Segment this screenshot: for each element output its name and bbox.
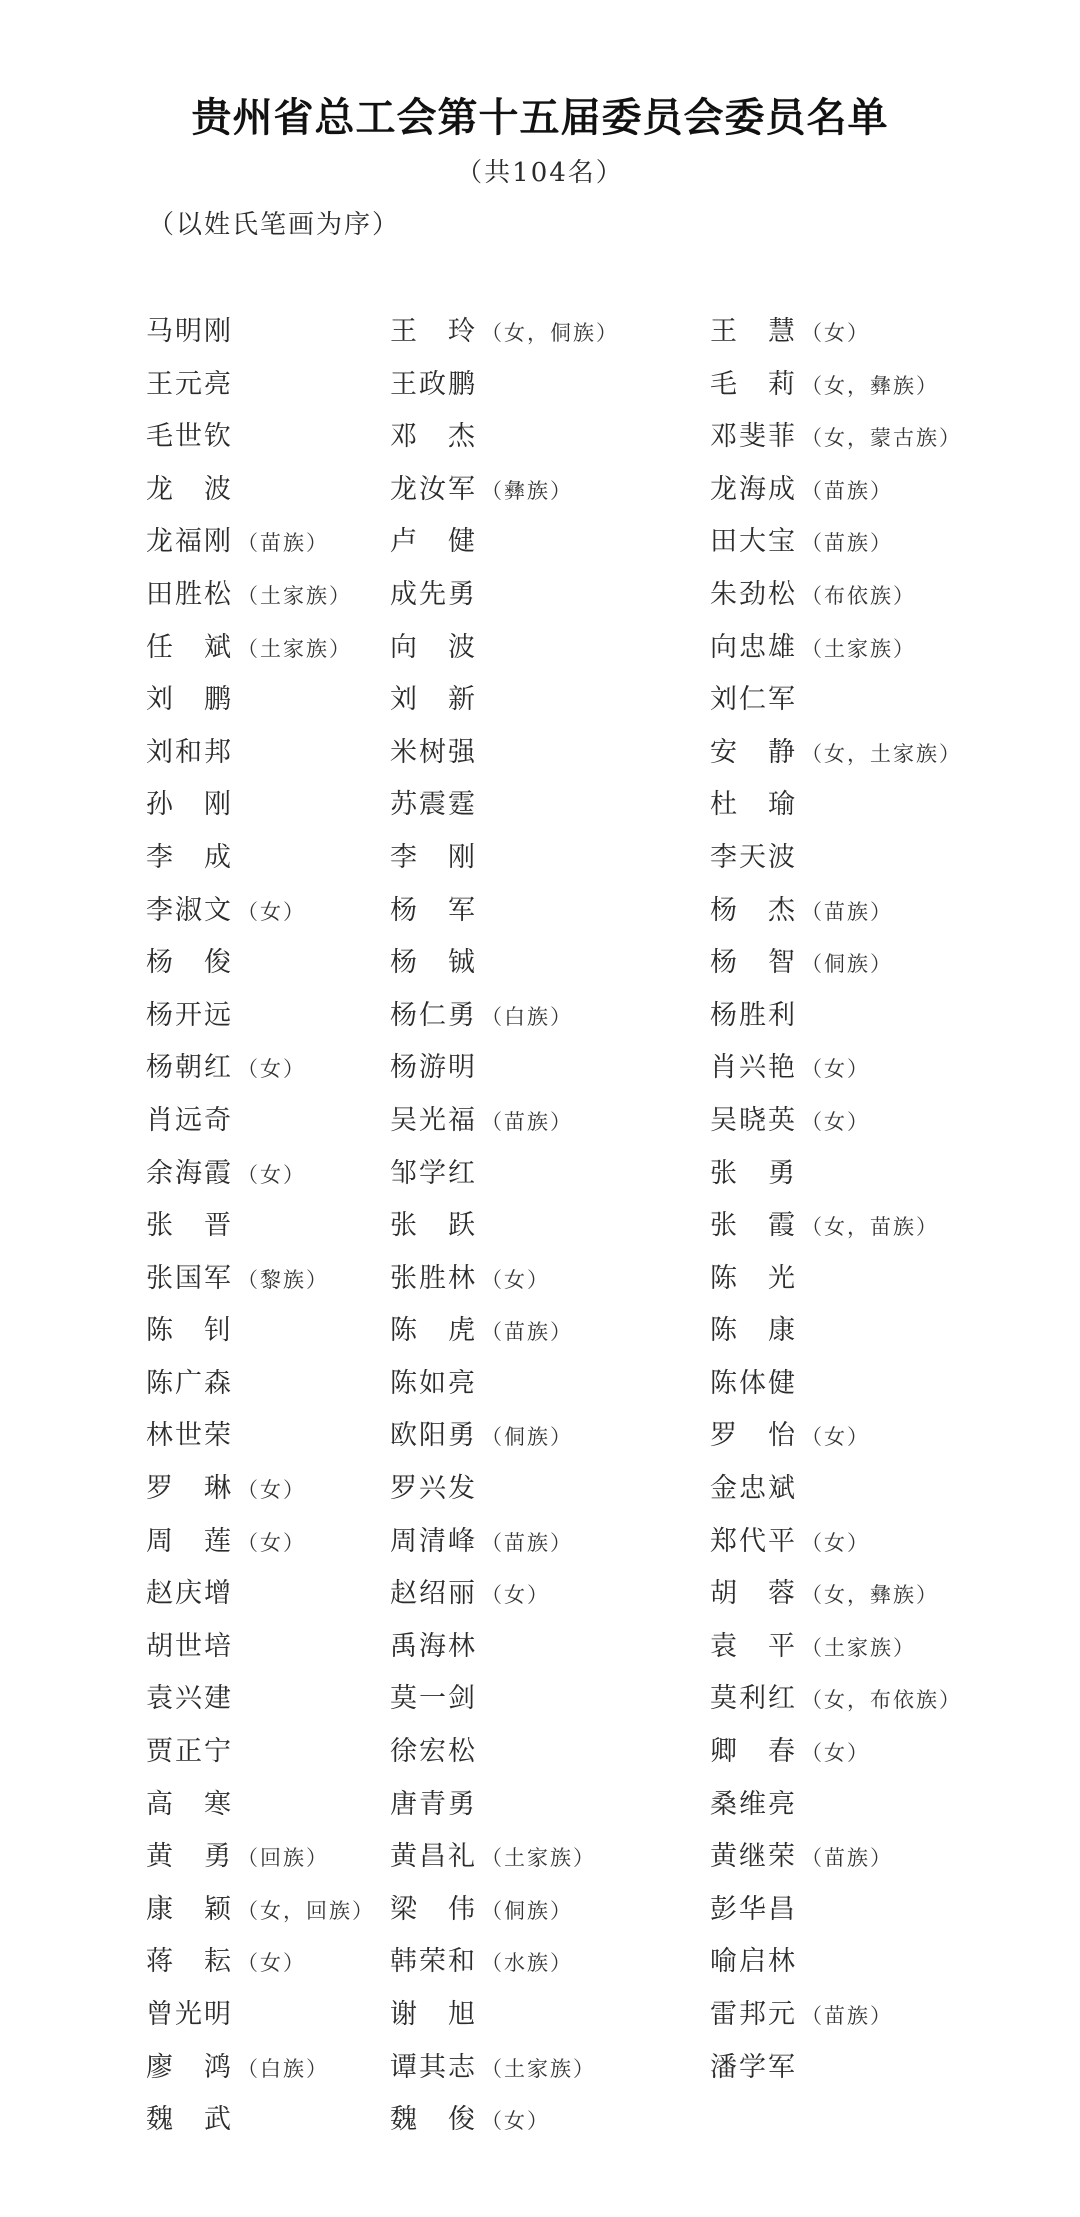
member-name: 张 勇 [710,1157,797,1189]
member-entry [710,1779,797,1831]
member-entry [710,1463,797,1515]
member-entry [710,1305,797,1357]
member-name: 张国军 [146,1262,233,1294]
member-name: 罗兴发 [390,1473,477,1505]
member-note: （女，回族） [237,1898,375,1923]
member-entry [710,1358,797,1410]
member-note: （女） [801,1530,870,1555]
member-note: （女） [237,1478,306,1503]
member-row [0,1831,1080,1884]
member-note: （女，蒙古族） [801,426,962,451]
member-entry [390,674,477,726]
member-row [0,832,1080,885]
member-entry [146,1568,233,1620]
member-entry [390,1884,573,1937]
member-name: 莫利红 [710,1683,797,1715]
member-entry [710,1884,797,1936]
member-entry [146,1989,233,2041]
member-entry [390,2094,550,2147]
member-name: 刘和邦 [146,736,233,768]
member-entry [710,464,893,517]
member-entry [146,1042,306,1095]
member-entry [710,1673,962,1726]
member-note: （水族） [481,1951,573,1976]
member-name: 曾光明 [146,1999,233,2030]
member-note: （黎族） [237,1267,329,1292]
member-entry [146,727,233,779]
member-name: 邓 杰 [390,421,477,453]
member-row [0,727,1080,780]
member-entry [390,779,477,831]
member-name: 谭其志 [390,2051,477,2083]
member-count: （共104名） [456,158,624,188]
member-row [0,1621,1080,1674]
member-name: 王 慧 [710,316,797,347]
member-entry [710,1042,870,1095]
member-row [0,464,1080,517]
member-row [0,1358,1080,1411]
member-entry [146,516,329,569]
member-note: （白族） [237,2056,329,2081]
member-entry [710,569,916,622]
member-name: 卿 春 [710,1736,797,1768]
member-name: 肖兴艳 [710,1052,797,1084]
member-entry [390,1358,477,1410]
member-name: 陈 钊 [146,1315,233,1347]
member-name: 潘学军 [710,2051,797,2083]
member-name: 余海霞 [146,1157,233,1189]
member-entry [390,1936,573,1989]
member-entry [710,832,797,884]
member-name: 袁兴建 [146,1683,233,1715]
member-name: 杨 军 [390,894,477,926]
member-row [0,937,1080,990]
member-name: 马明刚 [146,316,233,347]
member-row [0,569,1080,622]
member-row [0,1726,1080,1779]
member-entry [710,885,893,938]
member-row [0,1673,1080,1726]
member-entry [390,1779,477,1831]
member-entry [390,464,573,517]
member-note: （侗族） [481,1425,573,1450]
member-name: 桑维亮 [710,1788,797,1820]
member-name: 杜 瑜 [710,789,797,821]
member-name: 周清峰 [390,1525,477,1557]
member-row [0,359,1080,412]
member-name: 魏 武 [146,2104,233,2136]
member-entry [390,1253,550,1306]
member-entry [390,1621,477,1673]
member-name: 毛 莉 [710,368,797,400]
member-name: 王 玲 [390,316,477,347]
member-note: （苗族） [481,1320,573,1345]
member-row [0,306,1080,359]
member-entry [146,622,352,675]
member-row [0,1779,1080,1832]
member-name: 杨朝红 [146,1052,233,1084]
member-name: 张胜林 [390,1262,477,1294]
member-note: （女） [801,1741,870,1766]
member-entry [710,1148,797,1200]
member-row [0,1884,1080,1937]
member-name: 喻启林 [710,1946,797,1978]
member-name: 徐宏松 [390,1736,477,1768]
member-row [0,674,1080,727]
member-name: 胡 蓉 [710,1578,797,1610]
member-row [0,885,1080,938]
member-note: （土家族） [801,1635,916,1660]
member-entry [390,1726,477,1778]
member-name: 欧阳勇 [390,1420,477,1452]
member-name: 龙福刚 [146,526,233,558]
member-entry [146,1936,306,1989]
member-name: 刘 新 [390,684,477,716]
member-entry [710,1200,939,1253]
member-entry [390,569,477,621]
member-entry [146,1200,233,1252]
member-name: 陈 虎 [390,1315,477,1347]
member-entry [390,1568,550,1621]
member-note: （土家族） [481,2056,596,2081]
member-entry [146,1463,306,1516]
member-name: 黄昌礼 [390,1841,477,1873]
member-entry [146,1779,233,1831]
member-note: （苗族） [237,531,329,556]
member-entry [710,990,797,1042]
member-entry [710,2042,797,2094]
member-name: 田大宝 [710,526,797,558]
member-row [0,1253,1080,1306]
member-name: 唐青勇 [390,1788,477,1820]
member-name: 廖 鸿 [146,2051,233,2083]
member-entry [710,1831,893,1884]
member-entry [146,359,233,411]
member-entry [390,832,477,884]
member-name: 孙 刚 [146,789,233,821]
member-entry [710,1568,939,1621]
member-entry [390,1673,477,1725]
member-entry [710,1095,870,1148]
member-name: 龙海成 [710,473,797,505]
member-entry [710,1726,870,1779]
member-entry [146,1726,233,1778]
member-note: （土家族） [237,636,352,661]
member-name: 张 霞 [710,1210,797,1242]
member-row [0,622,1080,675]
member-note: （苗族） [801,1846,893,1871]
member-note: （女，彝族） [801,373,939,398]
member-note: （土家族） [801,636,916,661]
member-row [0,1148,1080,1201]
member-name: 杨仁勇 [390,999,477,1031]
member-name: 罗 怡 [710,1420,797,1452]
member-name: 向 波 [390,631,477,663]
member-entry [710,1516,870,1569]
member-row [0,1200,1080,1253]
member-entry [390,885,477,937]
member-note: （女，布依族） [801,1688,962,1713]
member-entry [146,674,233,726]
member-entry [390,1148,477,1200]
member-name: 向忠雄 [710,631,797,663]
member-row [0,1989,1080,2042]
member-entry [146,2094,233,2146]
member-entry [146,1253,329,1306]
member-row [0,779,1080,832]
member-entry [710,1410,870,1463]
member-name: 苏震霆 [390,789,477,821]
member-name: 邓斐菲 [710,421,797,453]
member-row [0,1463,1080,1516]
member-entry [390,727,477,779]
member-name: 谢 旭 [390,1999,477,2030]
member-row [0,2094,1080,2147]
order-note: （以姓氏笔画为序） [148,210,401,240]
member-entry [146,306,233,358]
member-name: 罗 琳 [146,1473,233,1505]
member-entry [146,411,233,463]
member-name: 吴光福 [390,1104,477,1136]
member-name: 杨开远 [146,999,233,1031]
member-name: 赵绍丽 [390,1578,477,1610]
member-entry [146,1516,306,1569]
member-name: 陈广森 [146,1367,233,1399]
member-note: （回族） [237,1846,329,1871]
member-entry [146,1831,329,1884]
member-note: （女，苗族） [801,1215,939,1240]
member-note: （彝族） [481,478,573,503]
member-entry [710,727,962,780]
member-note: （苗族） [801,478,893,503]
member-name: 刘 鹏 [146,684,233,716]
member-entry [146,464,233,516]
member-note: （女） [801,1425,870,1450]
member-note: （布依族） [801,583,916,608]
member-name: 刘仁军 [710,684,797,716]
member-entry [146,1621,233,1673]
member-name: 陈如亮 [390,1367,477,1399]
member-note: （女） [237,1057,306,1082]
member-entry [710,674,797,726]
member-name: 贾正宁 [146,1736,233,1768]
member-entry [146,1884,375,1937]
member-name: 梁 伟 [390,1893,477,1925]
member-entry [146,1358,233,1410]
member-name: 田胜松 [146,578,233,610]
member-name: 杨游明 [390,1052,477,1084]
member-name: 高 寒 [146,1788,233,1820]
member-note: （苗族） [801,2004,893,2028]
member-entry [390,1463,477,1515]
member-name: 安 静 [710,736,797,768]
member-note: （苗族） [481,1109,573,1134]
member-entry [390,1831,596,1884]
member-entry [390,1095,573,1148]
member-note: （侗族） [801,952,893,977]
member-note: （白族） [481,1004,573,1029]
member-entry [146,885,306,938]
member-note: （女） [237,1162,306,1187]
member-name: 毛世钦 [146,421,233,453]
member-name: 李 成 [146,841,233,873]
member-entry [390,1042,477,1094]
member-row [0,1410,1080,1463]
member-note: （女，土家族） [801,741,962,766]
member-name: 金忠斌 [710,1473,797,1505]
member-entry [390,937,477,989]
member-row [0,411,1080,464]
member-entry [146,937,233,989]
member-entry [390,1410,573,1463]
member-name: 米树强 [390,736,477,768]
member-name: 杨 铖 [390,947,477,979]
member-row [0,1095,1080,1148]
member-name: 王政鹏 [390,368,477,400]
member-note: （女） [481,2109,550,2134]
member-entry [146,2042,329,2095]
member-entry [710,516,893,569]
member-note: （土家族） [481,1846,596,1871]
member-name: 李淑文 [146,894,233,926]
member-entry [146,569,352,622]
member-note: （苗族） [801,899,893,924]
member-note: （女） [237,899,306,924]
member-name: 韩荣和 [390,1946,477,1978]
member-name: 龙 波 [146,473,233,505]
member-entry [390,2042,596,2095]
member-entry [710,1989,893,2042]
member-entry [710,306,870,359]
member-name: 吴晓英 [710,1104,797,1136]
member-name: 杨胜利 [710,999,797,1031]
member-row [0,2042,1080,2095]
member-name: 胡世培 [146,1630,233,1662]
member-name: 卢 健 [390,526,477,558]
member-entry [390,359,477,411]
member-entry [146,779,233,831]
member-name: 魏 俊 [390,2104,477,2136]
member-entry [390,306,619,359]
member-entry [710,411,962,464]
member-name: 禹海林 [390,1630,477,1662]
member-name: 王元亮 [146,368,233,400]
member-row [0,1305,1080,1358]
member-list [0,306,1080,2147]
member-entry [390,1305,573,1358]
member-name: 肖远奇 [146,1104,233,1136]
member-entry [390,1200,477,1252]
member-note: （女） [801,1057,870,1082]
member-entry [710,937,893,990]
member-entry [146,1410,233,1462]
document-title: 贵州省总工会第十五届委员会委员名单 [191,94,889,141]
member-row [0,1936,1080,1989]
member-name: 陈 光 [710,1262,797,1294]
member-name: 李天波 [710,841,797,873]
member-row [0,1042,1080,1095]
member-note: （女） [801,321,870,345]
member-note: （女，侗族） [481,321,619,345]
member-name: 朱劲松 [710,578,797,610]
member-name: 杨 俊 [146,947,233,979]
member-note: （女） [801,1109,870,1134]
member-entry [390,990,573,1043]
member-entry [390,411,477,463]
member-name: 邹学红 [390,1157,477,1189]
member-entry [710,622,916,675]
member-entry [710,779,797,831]
member-name: 周 莲 [146,1525,233,1557]
member-entry [146,1148,306,1201]
member-entry [390,622,477,674]
member-entry [710,1936,797,1988]
member-name: 陈体健 [710,1367,797,1399]
member-entry [390,1989,477,2041]
member-name: 黄继荣 [710,1841,797,1873]
member-row [0,1568,1080,1621]
member-entry [146,1305,233,1357]
member-entry [710,1621,916,1674]
member-name: 杨 智 [710,947,797,979]
member-name: 张 跃 [390,1210,477,1242]
member-name: 陈 康 [710,1315,797,1347]
member-note: （土家族） [237,583,352,608]
member-note: （女） [481,1583,550,1608]
member-note: （苗族） [481,1530,573,1555]
member-name: 杨 杰 [710,894,797,926]
member-entry [146,1095,233,1147]
member-name: 赵庆增 [146,1578,233,1610]
member-name: 雷邦元 [710,1999,797,2030]
member-row [0,990,1080,1043]
member-note: （女） [237,1530,306,1555]
member-entry [390,516,477,568]
member-entry [146,1673,233,1725]
member-name: 彭华昌 [710,1893,797,1925]
member-name: 成先勇 [390,578,477,610]
member-name: 林世荣 [146,1420,233,1452]
member-name: 袁 平 [710,1630,797,1662]
member-note: （女） [481,1267,550,1292]
member-name: 康 颖 [146,1893,233,1925]
member-entry [710,359,939,412]
member-name: 龙汝军 [390,473,477,505]
member-note: （侗族） [481,1898,573,1923]
member-note: （女，彝族） [801,1583,939,1608]
member-name: 李 刚 [390,841,477,873]
member-entry [146,832,233,884]
member-row [0,1516,1080,1569]
member-entry [146,990,233,1042]
member-name: 任 斌 [146,631,233,663]
member-name: 张 晋 [146,1210,233,1242]
member-entry [710,1253,797,1305]
member-note: （女） [237,1951,306,1976]
member-name: 莫一剑 [390,1683,477,1715]
member-entry [390,1516,573,1569]
member-name: 郑代平 [710,1525,797,1557]
member-row [0,516,1080,569]
member-name: 黄 勇 [146,1841,233,1873]
member-name: 蒋 耘 [146,1946,233,1978]
member-note: （苗族） [801,531,893,556]
